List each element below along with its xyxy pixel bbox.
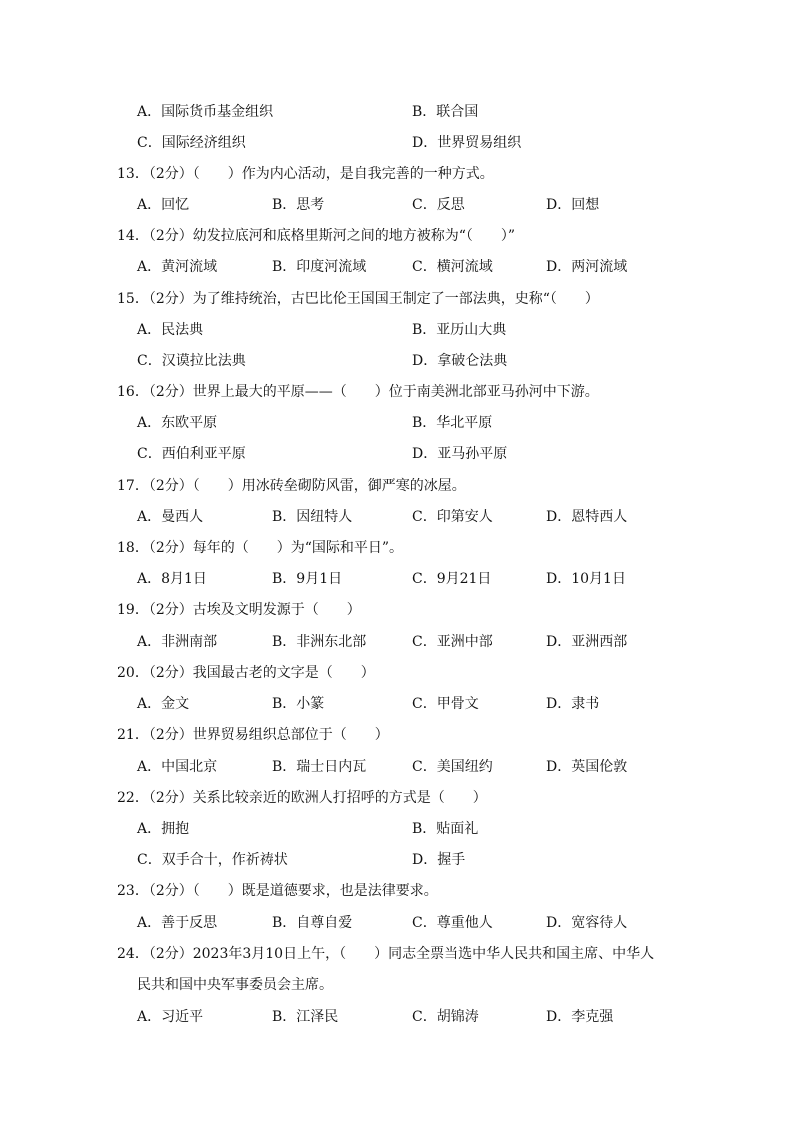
q19-option-b: B．非洲东北部 — [272, 634, 367, 650]
q23-option-d: D．宽容待人 — [546, 915, 628, 931]
q12-option-b: B．联合国 — [412, 104, 479, 120]
q19-option-d: D．亚洲西部 — [546, 634, 628, 650]
q18-option-d: D．10月1日 — [546, 571, 626, 587]
q13-option-c: C．反思 — [412, 197, 465, 213]
q20-option-a: A．金文 — [137, 696, 190, 712]
q22-option-a: A．拥抱 — [137, 821, 190, 837]
q16-option-d: D．亚马孙平原 — [412, 446, 508, 462]
q13-option-a: A．回忆 — [137, 197, 190, 213]
q19-option-a: A．非洲南部 — [137, 634, 218, 650]
q21-option-a: A．中国北京 — [137, 759, 218, 775]
q23-option-b: B．自尊自爱 — [272, 915, 353, 931]
q18-option-b: B．9月1日 — [272, 571, 343, 587]
q24-option-b: B．江泽民 — [272, 1009, 339, 1025]
q12-option-a: A．国际货币基金组织 — [137, 104, 274, 120]
q21-option-d: D．英国伦敦 — [546, 759, 628, 775]
q22-option-c: C．双手合十，作祈祷状 — [137, 852, 288, 868]
q16-stem: 16．（2分）世界上最大的平原——（ ）位于南美洲北部亚马孙河中下游。 — [117, 384, 599, 400]
q24-option-c: C．胡锦涛 — [412, 1009, 479, 1025]
q21-option-b: B．瑞士日内瓦 — [272, 759, 367, 775]
q21-stem: 21．（2分）世界贸易组织总部位于（ ） — [117, 727, 389, 743]
q16-option-b: B．华北平原 — [412, 415, 493, 431]
q14-stem: 14．（2分）幼发拉底河和底格里斯河之间的地方被称为“（ ）” — [117, 228, 516, 244]
q24-stem-line-1: 24．（2分）2023年3月10日上午，（ ）同志全票当选中华人民共和国主席、中华人 — [117, 946, 655, 962]
q24-option-d: D．李克强 — [546, 1009, 614, 1025]
q19-option-c: C．亚洲中部 — [412, 634, 493, 650]
q15-option-d: D．拿破仑法典 — [412, 353, 508, 369]
q17-option-c: C．印第安人 — [412, 509, 493, 525]
q14-option-a: A．黄河流域 — [137, 259, 218, 275]
q16-option-c: C．西伯利亚平原 — [137, 446, 246, 462]
q14-option-c: C．横河流域 — [412, 259, 493, 275]
q16-option-a: A．东欧平原 — [137, 415, 218, 431]
q22-option-b: B．贴面礼 — [412, 821, 479, 837]
q17-option-a: A．曼西人 — [137, 509, 204, 525]
q23-option-c: C．尊重他人 — [412, 915, 493, 931]
q13-option-d: D．回想 — [546, 197, 600, 213]
q15-option-a: A．民法典 — [137, 322, 204, 338]
q22-stem: 22．（2分）关系比较亲近的欧洲人打招呼的方式是（ ） — [117, 790, 487, 806]
q15-option-b: B．亚历山大典 — [412, 322, 507, 338]
q17-stem: 17．（2分）（ ）用冰砖垒砌防风雷，御严寒的冰屋。 — [117, 478, 466, 494]
q23-stem: 23．（2分）（ ）既是道德要求，也是法律要求。 — [117, 883, 438, 899]
q18-stem: 18．（2分）每年的（ ）为“国际和平日”。 — [117, 540, 404, 556]
q20-option-d: D．隶书 — [546, 696, 600, 712]
q15-option-c: C．汉谟拉比法典 — [137, 353, 246, 369]
q17-option-b: B．因纽特人 — [272, 509, 353, 525]
q20-option-c: C．甲骨文 — [412, 696, 479, 712]
q21-option-c: C．美国纽约 — [412, 759, 493, 775]
q19-stem: 19．（2分）古埃及文明发源于（ ） — [117, 602, 361, 618]
q20-stem: 20．（2分）我国最古老的文字是（ ） — [117, 665, 375, 681]
q24-stem-line-2: 民共和国中央军事委员会主席。 — [137, 977, 333, 993]
q18-option-c: C．9月21日 — [412, 571, 492, 587]
q14-option-b: B．印度河流域 — [272, 259, 367, 275]
q24-option-a: A．习近平 — [137, 1009, 204, 1025]
q13-stem: 13．（2分）（ ）作为内心活动，是自我完善的一种方式。 — [117, 166, 494, 182]
q18-option-a: A．8月1日 — [137, 571, 207, 587]
q14-option-d: D．两河流域 — [546, 259, 628, 275]
q13-option-b: B．思考 — [272, 197, 325, 213]
q23-option-a: A．善于反思 — [137, 915, 218, 931]
q22-option-d: D．握手 — [412, 852, 466, 868]
q12-option-d: D．世界贸易组织 — [412, 135, 522, 151]
q17-option-d: D．恩特西人 — [546, 509, 628, 525]
q20-option-b: B．小篆 — [272, 696, 325, 712]
q12-option-c: C．国际经济组织 — [137, 135, 246, 151]
q15-stem: 15．（2分）为了维持统治，古巴比伦王国国王制定了一部法典，史称“（ ） — [117, 291, 599, 307]
